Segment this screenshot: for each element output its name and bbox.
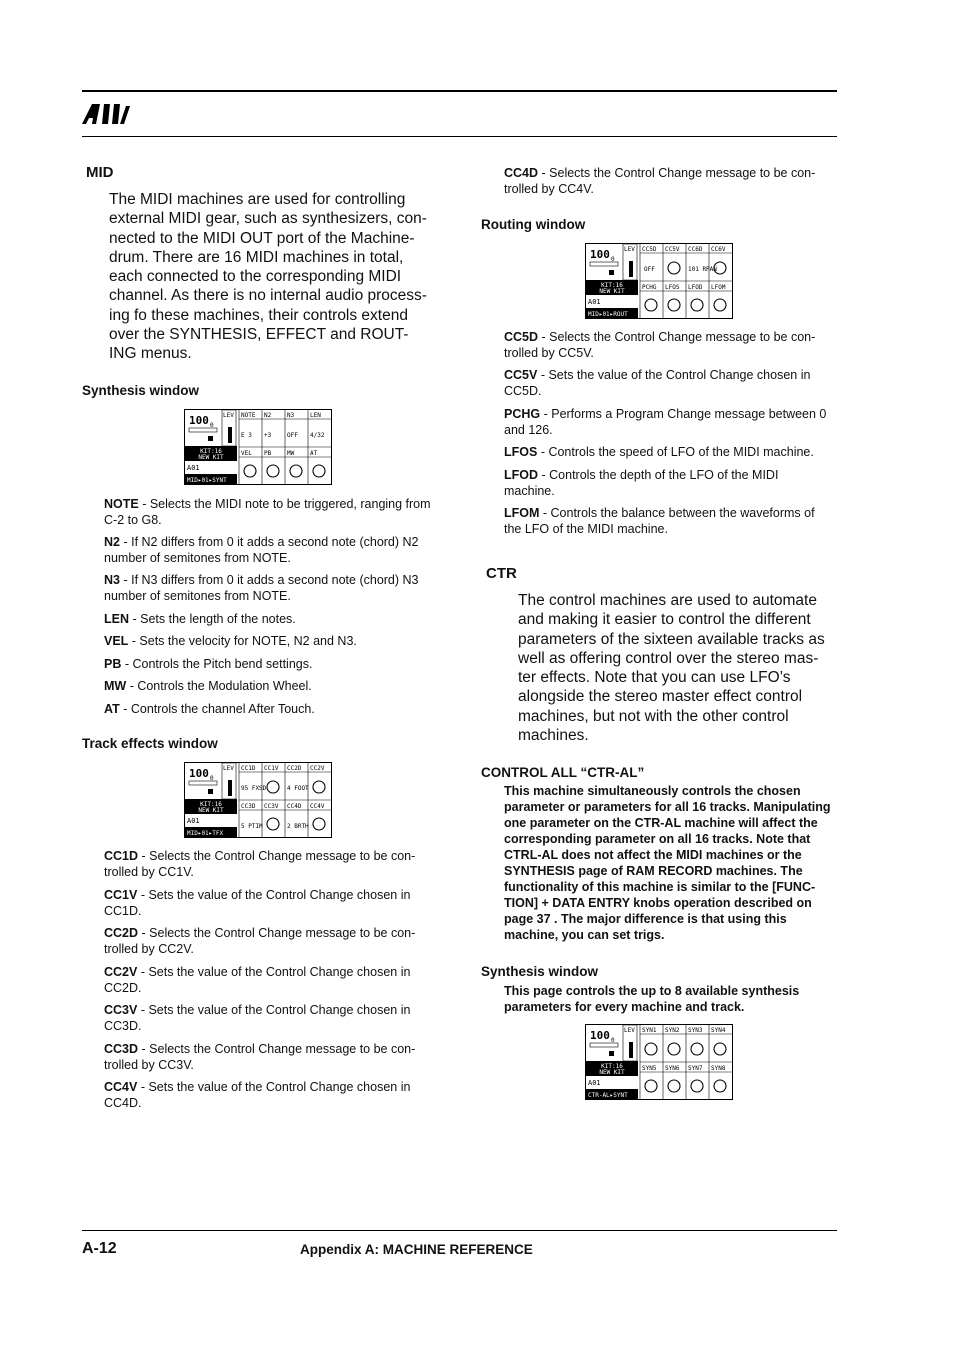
screen-label: MW	[287, 450, 295, 457]
screen-value: 4/32	[310, 432, 325, 439]
screen-tempo: 100	[189, 414, 209, 427]
control-all-body	[504, 783, 844, 943]
footer-title: Appendix A: MACHINE REFERENCE	[300, 1242, 533, 1257]
screen-label: CC6V	[711, 246, 726, 253]
screen-kit: KIT:16	[601, 1063, 623, 1070]
body-line: one parameter on the CTR-AL machine will affect the	[504, 816, 818, 830]
desc-item: LFOM - Controls the balance between the waveforms of the LFO of the MIDI machine.	[504, 506, 815, 536]
desc-item: LFOS - Controls the speed of LFO of the MIDI machine.	[504, 445, 814, 459]
ctr-synthesis-heading: Synthesis window	[481, 964, 599, 979]
control-all-heading: CONTROL ALL “CTR-AL”	[481, 765, 645, 780]
screen-status: CTR-AL▸SYNT	[588, 1092, 628, 1099]
screen-tempo-frac: 0	[210, 422, 214, 429]
ctr-al-synthesis-screen	[585, 1024, 733, 1100]
screen-label: SYN6	[665, 1065, 680, 1072]
ctr-intro-line: and making it easier to control the different	[518, 611, 811, 629]
screen-pattern: A01	[187, 817, 200, 825]
screen-label: AT	[310, 450, 318, 457]
screen-label: CC1V	[264, 765, 279, 772]
mid-intro-line: drum. There are 16 MIDI machines in total,	[109, 248, 404, 266]
screen-label: CC2V	[310, 765, 325, 772]
screen-label: CC4D	[287, 803, 302, 810]
screen-value: OFF	[287, 432, 298, 439]
screen-label: LFOS	[665, 284, 680, 291]
mid-intro-line: The MIDI machines are used for controlling	[109, 191, 406, 208]
desc-item: CC2D - Selects the Control Change message to be con- trolled by CC2V.	[104, 926, 416, 956]
mid-intro-line: channel. As there is no internal audio process-	[109, 287, 427, 305]
screen-lev: LEV	[624, 1027, 635, 1034]
screen-value: 2 BRTH	[287, 823, 309, 830]
desc-item: CC5V - Sets the value of the Control Change chosen in CC5D.	[504, 368, 811, 398]
page-number: A-12	[82, 1240, 117, 1257]
screen-lev: LEV	[223, 412, 234, 419]
ctr-intro	[518, 591, 848, 745]
screen-lev: LEV	[223, 765, 234, 772]
screen-status: MID▸01▸ROUT	[588, 311, 628, 318]
screen-label: SYN8	[711, 1065, 726, 1072]
footer-rule	[82, 1230, 837, 1231]
screen-label: CC5D	[642, 246, 657, 253]
body-line: TION] + DATA ENTRY knobs operation described on	[504, 896, 812, 910]
mid-intro-line: nected to the MIDI OUT port of the Machine-	[109, 229, 415, 247]
screen-label: N3	[287, 412, 295, 419]
desc-item: CC5D - Selects the Control Change message to be con- trolled by CC5V.	[504, 330, 816, 360]
screen-value: +3	[264, 432, 272, 439]
desc-item: N2 - If N2 differs from 0 it adds a second note (chord) N2 number of semitones from NOTE.	[104, 535, 419, 565]
desc-item: N3 - If N3 differs from 0 it adds a second note (chord) N3 number of semitones from NOTE.	[104, 573, 419, 603]
elektron-logo-icon	[82, 104, 130, 124]
mid-intro-line: external MIDI gear, such as synthesizers, con-	[109, 210, 427, 228]
synthesis-screen	[184, 409, 332, 485]
track-effects-screen	[184, 762, 332, 838]
screen-kit-name: NEW KIT	[599, 1069, 625, 1076]
screen-label: LFOM	[711, 284, 726, 291]
screen-label: NOTE	[241, 412, 256, 419]
ctr-intro-line: well as offering control over the stereo mas-	[518, 649, 819, 667]
screen-kit: KIT:16	[200, 801, 222, 808]
screen-tempo-frac: 0	[210, 775, 214, 782]
header-top-rule	[82, 90, 837, 92]
desc-item: NOTE - Selects the MIDI note to be triggered, ranging from C-2 to G8.	[104, 497, 431, 527]
desc-item: CC3V - Sets the value of the Control Change chosen in CC3D.	[104, 1003, 411, 1033]
screen-label: CC5V	[665, 246, 680, 253]
mid-intro-line: over the SYNTHESIS, EFFECT and ROUT-	[109, 326, 409, 344]
mid-intro	[109, 190, 449, 364]
ctr-intro-line: alongside the stereo master effect control	[518, 688, 803, 706]
mid-heading: MID	[86, 164, 114, 181]
screen-pattern: A01	[588, 1079, 601, 1087]
screen-pattern: A01	[187, 464, 200, 472]
screen-value: 101 RPAN	[688, 266, 717, 273]
desc-item: PB - Controls the Pitch bend settings.	[104, 657, 313, 671]
routing-window-heading: Routing window	[481, 217, 586, 232]
screen-status: MID▸01▸SYNT	[187, 477, 227, 484]
screen-label: CC6D	[688, 246, 703, 253]
screen-tempo: 100	[590, 248, 610, 261]
desc-item: CC3D - Selects the Control Change message to be con- trolled by CC3V.	[104, 1042, 416, 1072]
ctr-intro-line: ter effects. Note that you can use LFO’s	[518, 669, 791, 687]
mid-intro-line: each connected to the corresponding MIDI	[109, 268, 402, 286]
mid-intro-line: ing fo these machines, their controls extend	[109, 306, 408, 324]
screen-status: MID▸01▸TFX	[187, 830, 224, 837]
body-line: page 37 . The major difference is that using this	[504, 912, 787, 926]
screen-tempo: 100	[590, 1029, 610, 1042]
desc-item: PCHG - Performs a Program Change message between 0 and 126.	[504, 407, 827, 437]
screen-label: CC3V	[264, 803, 279, 810]
body-line: corresponding parameter on all 16 tracks. Note that	[504, 832, 811, 846]
screen-label: SYN1	[642, 1027, 657, 1034]
mid-intro-line: ING menus.	[109, 345, 192, 363]
body-line: SYNTHESIS page of RAM RECORD machines. The	[504, 864, 803, 878]
screen-label: PB	[264, 450, 272, 457]
screen-value: OFF	[644, 266, 655, 273]
screen-label: CC4V	[310, 803, 325, 810]
screen-label: SYN2	[665, 1027, 680, 1034]
screen-label: LEN	[310, 412, 321, 419]
screen-label: SYN7	[688, 1065, 703, 1072]
ctr-intro-line: The control machines are used to automate	[518, 592, 817, 609]
body-line: This machine simultaneously controls the chosen	[504, 784, 801, 798]
screen-tempo: 100	[189, 767, 209, 780]
screen-label: CC2D	[287, 765, 302, 772]
screen-kit: KIT:16	[601, 282, 623, 289]
screen-pattern: A01	[588, 298, 601, 306]
desc-item: AT - Controls the channel After Touch.	[104, 702, 315, 716]
screen-value: 4 FOOT	[287, 785, 309, 792]
desc-item: MW - Controls the Modulation Wheel.	[104, 679, 312, 693]
desc-item: CC2V - Sets the value of the Control Change chosen in CC2D.	[104, 965, 411, 995]
desc-item: LFOD - Controls the depth of the LFO of the MIDI machine.	[504, 468, 779, 498]
screen-label: SYN5	[642, 1065, 657, 1072]
cc4d-description: CC4D - Selects the Control Change message to be con- trolled by CC4V.	[504, 166, 816, 196]
desc-item: CC1D - Selects the Control Change message to be con- trolled by CC1V.	[104, 849, 416, 879]
body-line: parameter or parameters for all 16 tracks. Manipulating	[504, 800, 831, 814]
ctr-synthesis-body	[504, 983, 844, 1015]
body-line: parameters for every machine and track.	[504, 1000, 745, 1014]
body-line: This page controls the up to 8 available synthesis	[504, 984, 800, 998]
ctr-intro-line: parameters of the sixteen available tracks as	[518, 630, 825, 648]
screen-label: PCHG	[642, 284, 657, 291]
screen-tempo-frac: 0	[611, 256, 615, 263]
screen-label: N2	[264, 412, 272, 419]
screen-kit-name: NEW KIT	[198, 454, 224, 461]
screen-label: SYN4	[711, 1027, 726, 1034]
desc-item: CC1V - Sets the value of the Control Change chosen in CC1D.	[104, 888, 411, 918]
ctr-intro-line: machines.	[518, 727, 589, 745]
screen-value: 95 FXSD	[241, 785, 267, 792]
screen-value: 5 PTIM	[241, 823, 263, 830]
header-bottom-rule	[82, 136, 837, 137]
body-line: machine, you can set trigs.	[504, 928, 665, 942]
track-effects-heading: Track effects window	[82, 736, 218, 751]
desc-item: VEL - Sets the velocity for NOTE, N2 and N3.	[104, 634, 357, 648]
screen-lev: LEV	[624, 246, 635, 253]
screen-kit-name: NEW KIT	[599, 288, 625, 295]
screen-label: VEL	[241, 450, 252, 457]
desc-item: CC4V - Sets the value of the Control Change chosen in CC4D.	[104, 1080, 411, 1110]
screen-kit-name: NEW KIT	[198, 807, 224, 814]
synthesis-window-heading: Synthesis window	[82, 383, 200, 398]
body-line: functionality of this machine is similar to the [FUNC-	[504, 880, 816, 894]
body-line: CTRL-AL does not affect the MIDI machines or the	[504, 848, 802, 862]
routing-screen	[585, 243, 733, 319]
screen-label: SYN3	[688, 1027, 703, 1034]
ctr-intro-line: machines, but not with the other control	[518, 707, 789, 725]
screen-label: LFOD	[688, 284, 703, 291]
screen-tempo-frac: 0	[611, 1037, 615, 1044]
ctr-heading: CTR	[486, 565, 517, 582]
screen-value: E 3	[241, 432, 252, 439]
screen-label: CC3D	[241, 803, 256, 810]
desc-item: LEN - Sets the length of the notes.	[104, 612, 296, 626]
screen-label: CC1D	[241, 765, 256, 772]
screen-kit: KIT:16	[200, 448, 222, 455]
